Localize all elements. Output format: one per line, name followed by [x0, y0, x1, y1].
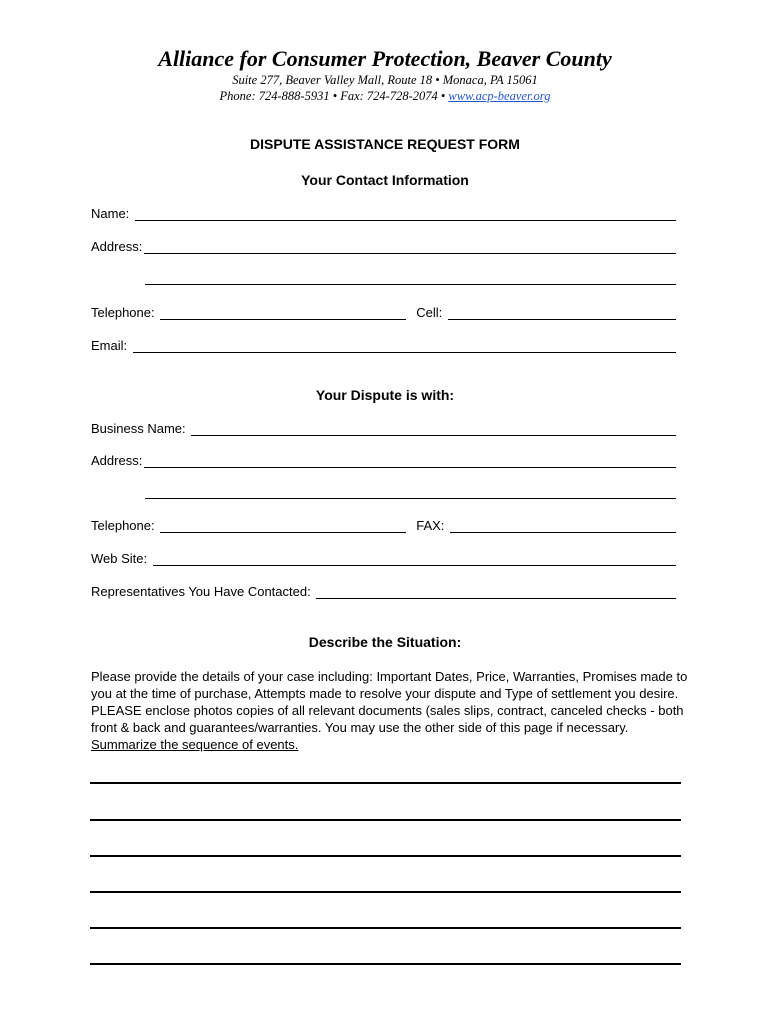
- writing-line[interactable]: [90, 855, 681, 857]
- address-input-line[interactable]: [144, 240, 676, 254]
- email-field[interactable]: [91, 335, 676, 353]
- website-link[interactable]: www.acp-beaver.org: [448, 89, 551, 103]
- writing-line[interactable]: [90, 891, 681, 893]
- business-name-field[interactable]: [91, 418, 676, 436]
- name-label: Name:: [91, 206, 133, 221]
- business-address-field[interactable]: [91, 450, 676, 468]
- situation-instructions: [91, 668, 691, 753]
- email-input-line[interactable]: [133, 339, 676, 353]
- business-name-label: Business Name:: [91, 421, 190, 436]
- website-field[interactable]: [91, 548, 676, 566]
- address-label: Address:: [91, 239, 143, 254]
- dispute-heading: Your Dispute is with:: [315, 387, 455, 403]
- representatives-label: Representatives You Have Contacted:: [91, 584, 315, 599]
- website-label: Web Site:: [91, 551, 151, 566]
- instructions-emphasis: Summarize the sequence of events.: [91, 737, 299, 752]
- name-field[interactable]: [91, 203, 676, 221]
- representatives-input-line[interactable]: [316, 585, 676, 599]
- business-telephone-fax-field[interactable]: [91, 515, 676, 533]
- website-input-line[interactable]: [153, 552, 676, 566]
- cell-input-line[interactable]: [448, 306, 676, 320]
- phone-fax-text: Phone: 724-888-5931 • Fax: 724-728-2074 •: [219, 89, 449, 103]
- instructions-text: Please provide the details of your case including: Important Dates, Price, Warranties, Promises made to you at the time of purchase, Attempts made to resolve your dispute and Type of settlement you desire. PLEASE enclose photos copies of all relevant documents (sales slips, contract, canceled checks - both front & back and guarantees/warranties. You may use the other side of this page if necessary.: [91, 669, 688, 735]
- writing-line[interactable]: [90, 927, 681, 929]
- business-name-input-line[interactable]: [191, 422, 676, 436]
- situation-heading: Describe the Situation:: [308, 634, 462, 650]
- business-address-input-line[interactable]: [144, 454, 676, 468]
- business-address-label: Address:: [91, 453, 143, 468]
- address-field[interactable]: [91, 236, 676, 254]
- contact-heading: Your Contact Information: [301, 172, 469, 188]
- writing-line[interactable]: [90, 782, 681, 784]
- email-label: Email:: [91, 338, 131, 353]
- business-telephone-label: Telephone:: [91, 518, 159, 533]
- writing-line[interactable]: [90, 819, 681, 821]
- form-title: DISPUTE ASSISTANCE REQUEST FORM: [250, 136, 520, 152]
- telephone-input-line[interactable]: [160, 306, 406, 320]
- fax-label: FAX:: [416, 518, 449, 533]
- organization-address: Suite 277, Beaver Valley Mall, Route 18 • Monaca, PA 15061: [232, 73, 538, 87]
- organization-title: Alliance for Consumer Protection, Beaver County: [158, 46, 612, 71]
- address-input-line-2[interactable]: [145, 284, 676, 285]
- business-telephone-input-line[interactable]: [160, 519, 406, 533]
- fax-input-line[interactable]: [450, 519, 676, 533]
- telephone-label: Telephone:: [91, 305, 159, 320]
- writing-line[interactable]: [90, 963, 681, 965]
- name-input-line[interactable]: [135, 207, 676, 221]
- business-address-input-line-2[interactable]: [145, 498, 676, 499]
- telephone-cell-field[interactable]: [91, 302, 676, 320]
- cell-label: Cell:: [416, 305, 446, 320]
- organization-contact: [0, 89, 770, 104]
- representatives-field[interactable]: [91, 581, 676, 599]
